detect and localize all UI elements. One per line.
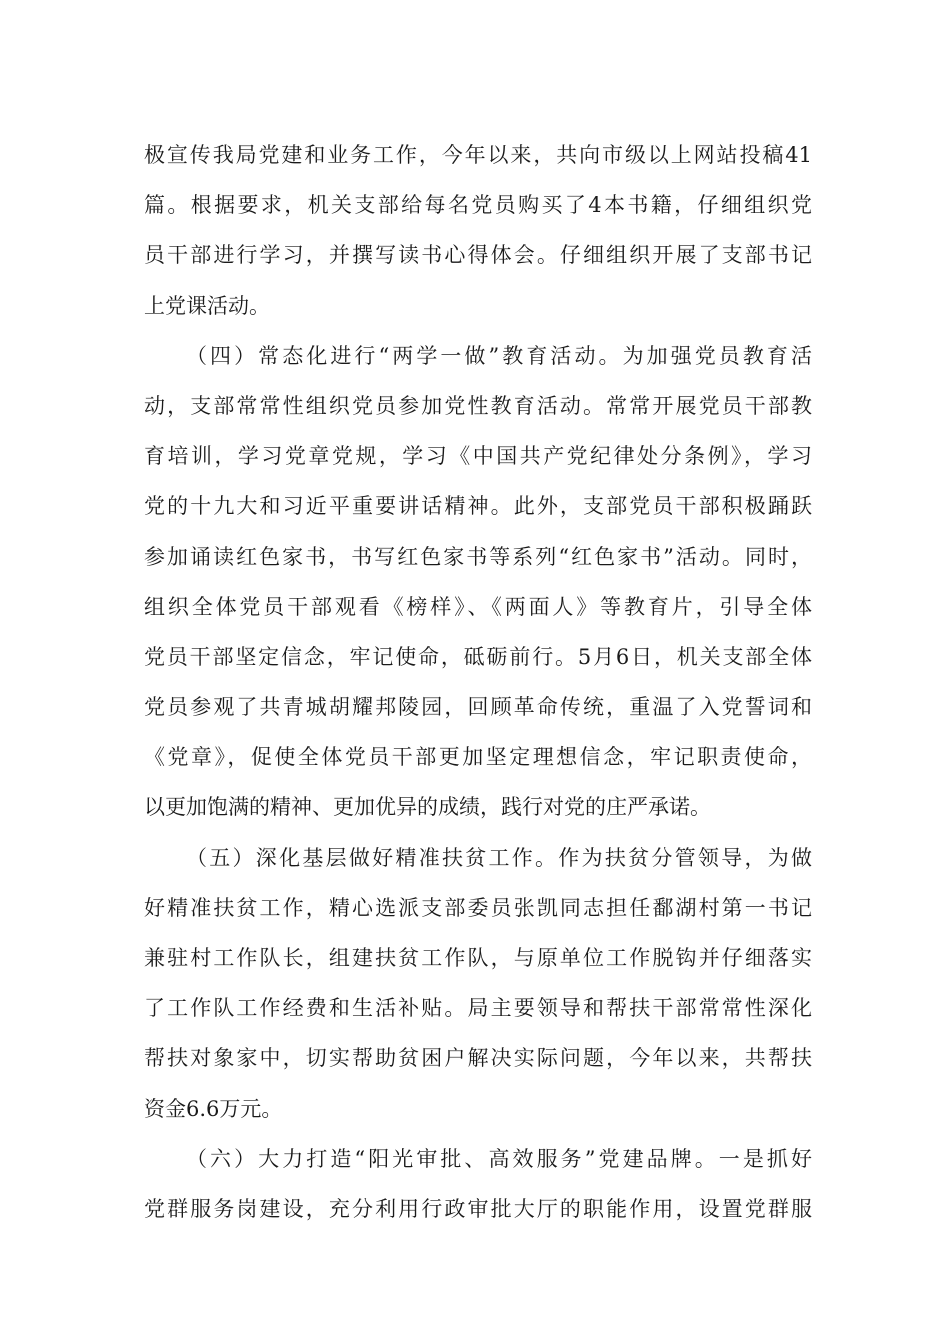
text-line: 兼驻村工作队长，组建扶贫工作队，与原单位工作脱钩并仔细落实 <box>144 946 812 970</box>
text-line: 党员参观了共青城胡耀邦陵园，回顾革命传统，重温了入党誓词和 <box>144 695 812 720</box>
text-line: （四）常态化进行“两学一做”教育活动。为加强党员教育活 <box>186 343 812 368</box>
paragraph-section-four <box>144 331 812 833</box>
text-line: 极宣传我局党建和业务工作，今年以来，共向市级以上网站投稿41 <box>144 143 812 167</box>
text-line: （五）深化基层做好精准扶贫工作。作为扶贫分管领导，为做 <box>186 845 812 870</box>
paragraph-continued <box>144 130 812 331</box>
text-line: 好精准扶贫工作，精心选派支部委员张凯同志担任鄱湖村第一书记 <box>144 895 812 920</box>
text-line: 党群服务岗建设，充分利用行政审批大厅的职能作用，设置党群服 <box>144 1196 812 1221</box>
text-line: 动，支部常常性组织党员参加党性教育活动。常常开展党员干部教 <box>144 393 812 418</box>
paragraph-section-six <box>144 1134 812 1234</box>
text-line: 篇。根据要求，机关支部给每名党员购买了4本书籍，仔细组织党 <box>144 193 812 218</box>
paragraph-section-five <box>144 833 812 1134</box>
text-line: 参加诵读红色家书，书写红色家书等系列“红色家书”活动。同时， <box>144 544 812 569</box>
text-line: 上党课活动。 <box>144 293 270 318</box>
text-line: 员干部进行学习，并撰写读书心得体会。仔细组织开展了支部书记 <box>144 243 812 268</box>
text-line: 资金6.6万元。 <box>144 1096 283 1121</box>
text-line: 党的十九大和习近平重要讲话精神。此外，支部党员干部积极踊跃 <box>144 494 812 519</box>
text-line: 育培训，学习党章党规，学习《中国共产党纪律处分条例》，学习 <box>144 444 812 469</box>
text-line: 党员干部坚定信念，牢记使命，砥砺前行。5月6日，机关支部全体 <box>144 644 812 669</box>
text-line: 以更加饱满的精神、更加优异的成绩，践行对党的庄严承诺。 <box>144 795 711 820</box>
document-body <box>144 130 812 1234</box>
text-line: 帮扶对象家中，切实帮助贫困户解决实际问题，今年以来，共帮扶 <box>144 1046 812 1071</box>
text-line: （六）大力打造“阳光审批、高效服务”党建品牌。一是抓好 <box>186 1146 812 1171</box>
text-line: 组织全体党员干部观看《榜样》、《两面人》等教育片，引导全体 <box>144 594 812 619</box>
text-line: 《党章》，促使全体党员干部更加坚定理想信念，牢记职责使命， <box>144 745 812 770</box>
text-line: 了工作队工作经费和生活补贴。局主要领导和帮扶干部常常性深化 <box>144 996 812 1021</box>
